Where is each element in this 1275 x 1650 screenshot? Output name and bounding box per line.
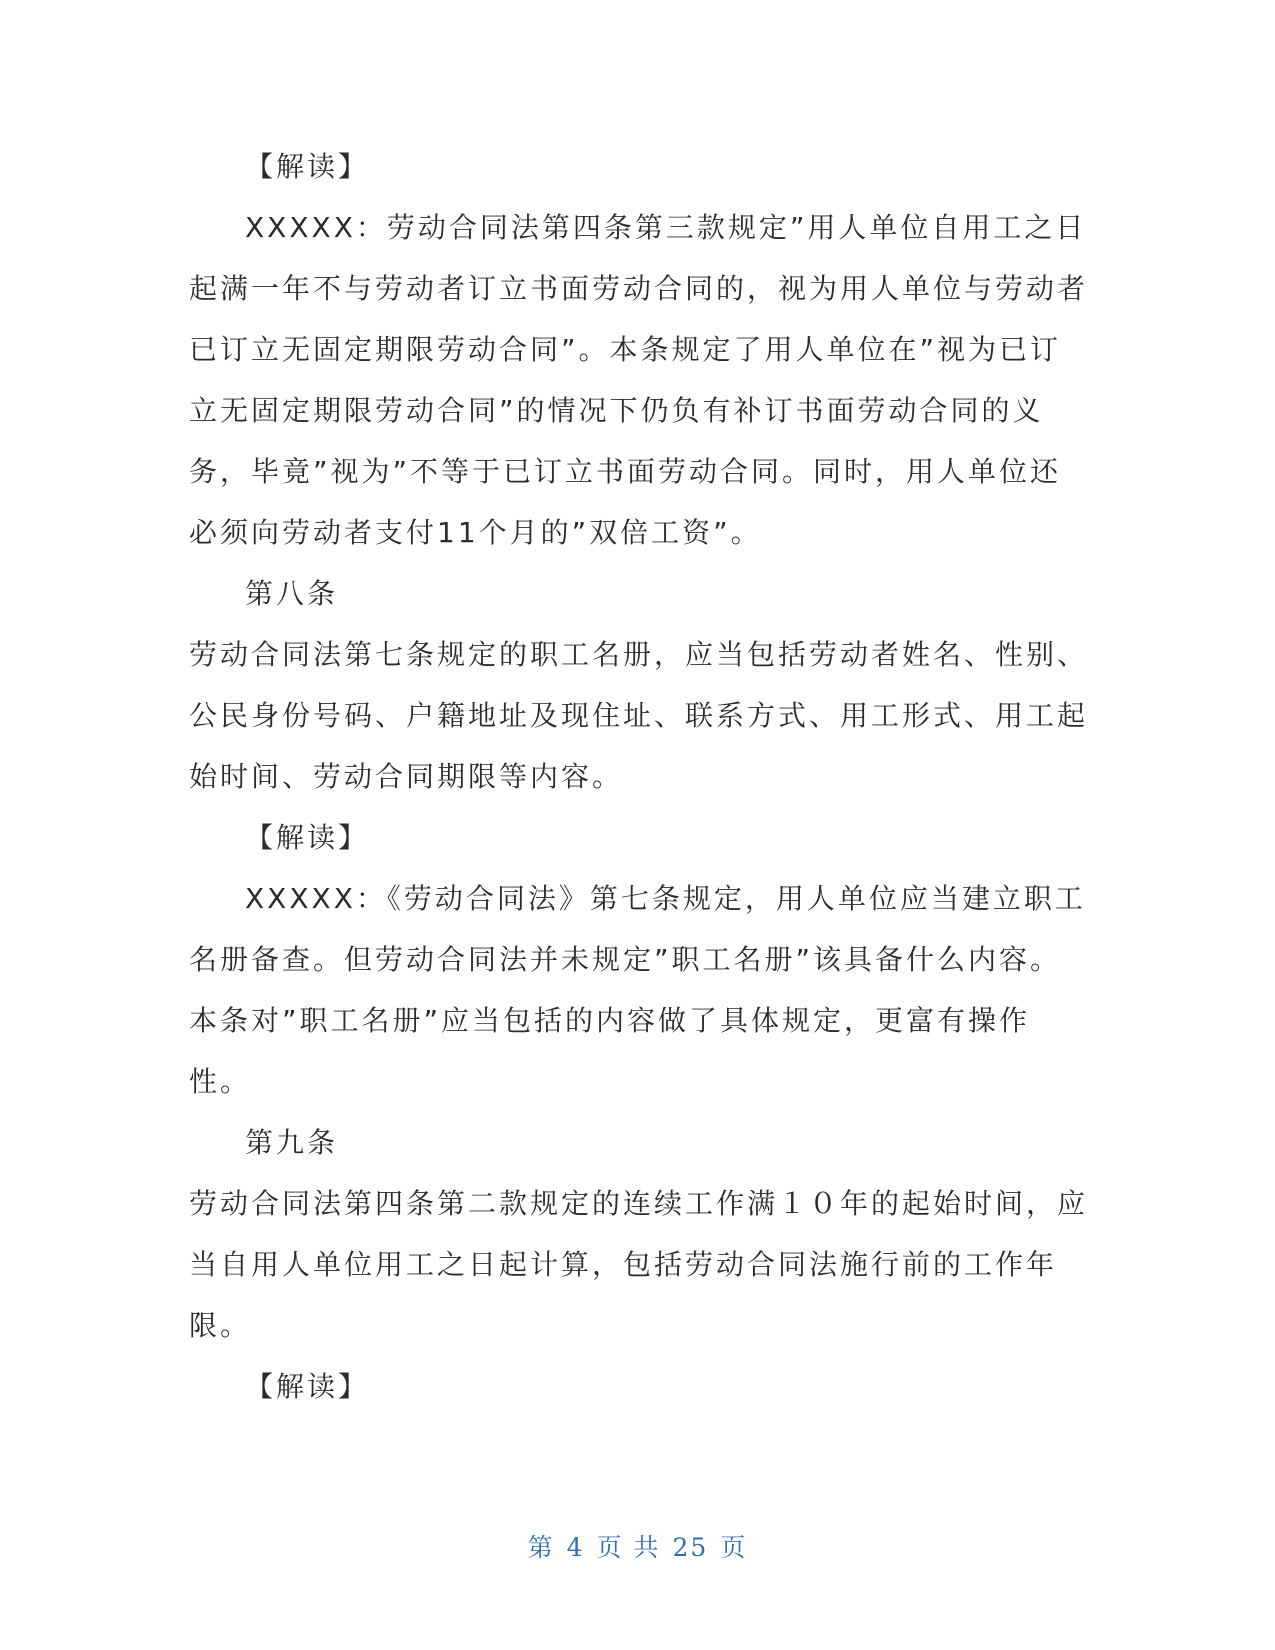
section-heading-interpretation: 【解读】 (245, 150, 370, 183)
interpretation-paragraph: XXXXX：《劳动合同法》第七条规定，用人单位应当建立职工名册备查。但劳动合同法并未规定”职工名册”该具备什么内容。本条对”职工名册”应当包括的内容做了具体规定，更富有操作性。 (189, 882, 1086, 1098)
page-body (189, 136, 1089, 1417)
interpretation-paragraph: XXXXX：劳动合同法第四条第三款规定”用人单位自用工之日起满一年不与劳动者订立书面劳动合同的，视为用人单位与劳动者已订立无固定期限劳动合同”。本条规定了用人单位在”视为已订立无固定期限劳动合同”的情况下仍负有补订书面劳动合同的义务，毕竟”视为”不等于已订立书面劳动合同。同时，用人单位还必须向劳动者支付11个月的”双倍工资”。 (189, 211, 1089, 549)
footer-total-pages: 25 (672, 1533, 709, 1562)
footer-prefix: 第 (527, 1533, 555, 1562)
article-heading-eight: 第八条 (245, 577, 339, 610)
footer-middle: 页 共 (596, 1533, 661, 1562)
article-eight-text: 劳动合同法第七条规定的职工名册，应当包括劳动者姓名、性别、公民身份号码、户籍地址及现住址、联系方式、用工形式、用工起始时间、劳动合同期限等内容。 (189, 638, 1089, 793)
page-footer (0, 1528, 1275, 1564)
article-heading-nine: 第九条 (245, 1126, 339, 1159)
article-nine-text: 劳动合同法第四条第二款规定的连续工作满１０年的起始时间，应当自用人单位用工之日起计算，包括劳动合同法施行前的工作年限。 (189, 1187, 1089, 1342)
footer-current-page: 4 (566, 1533, 585, 1562)
section-heading-interpretation: 【解读】 (245, 1370, 370, 1403)
footer-suffix: 页 (720, 1533, 748, 1562)
section-heading-interpretation: 【解读】 (245, 821, 370, 854)
